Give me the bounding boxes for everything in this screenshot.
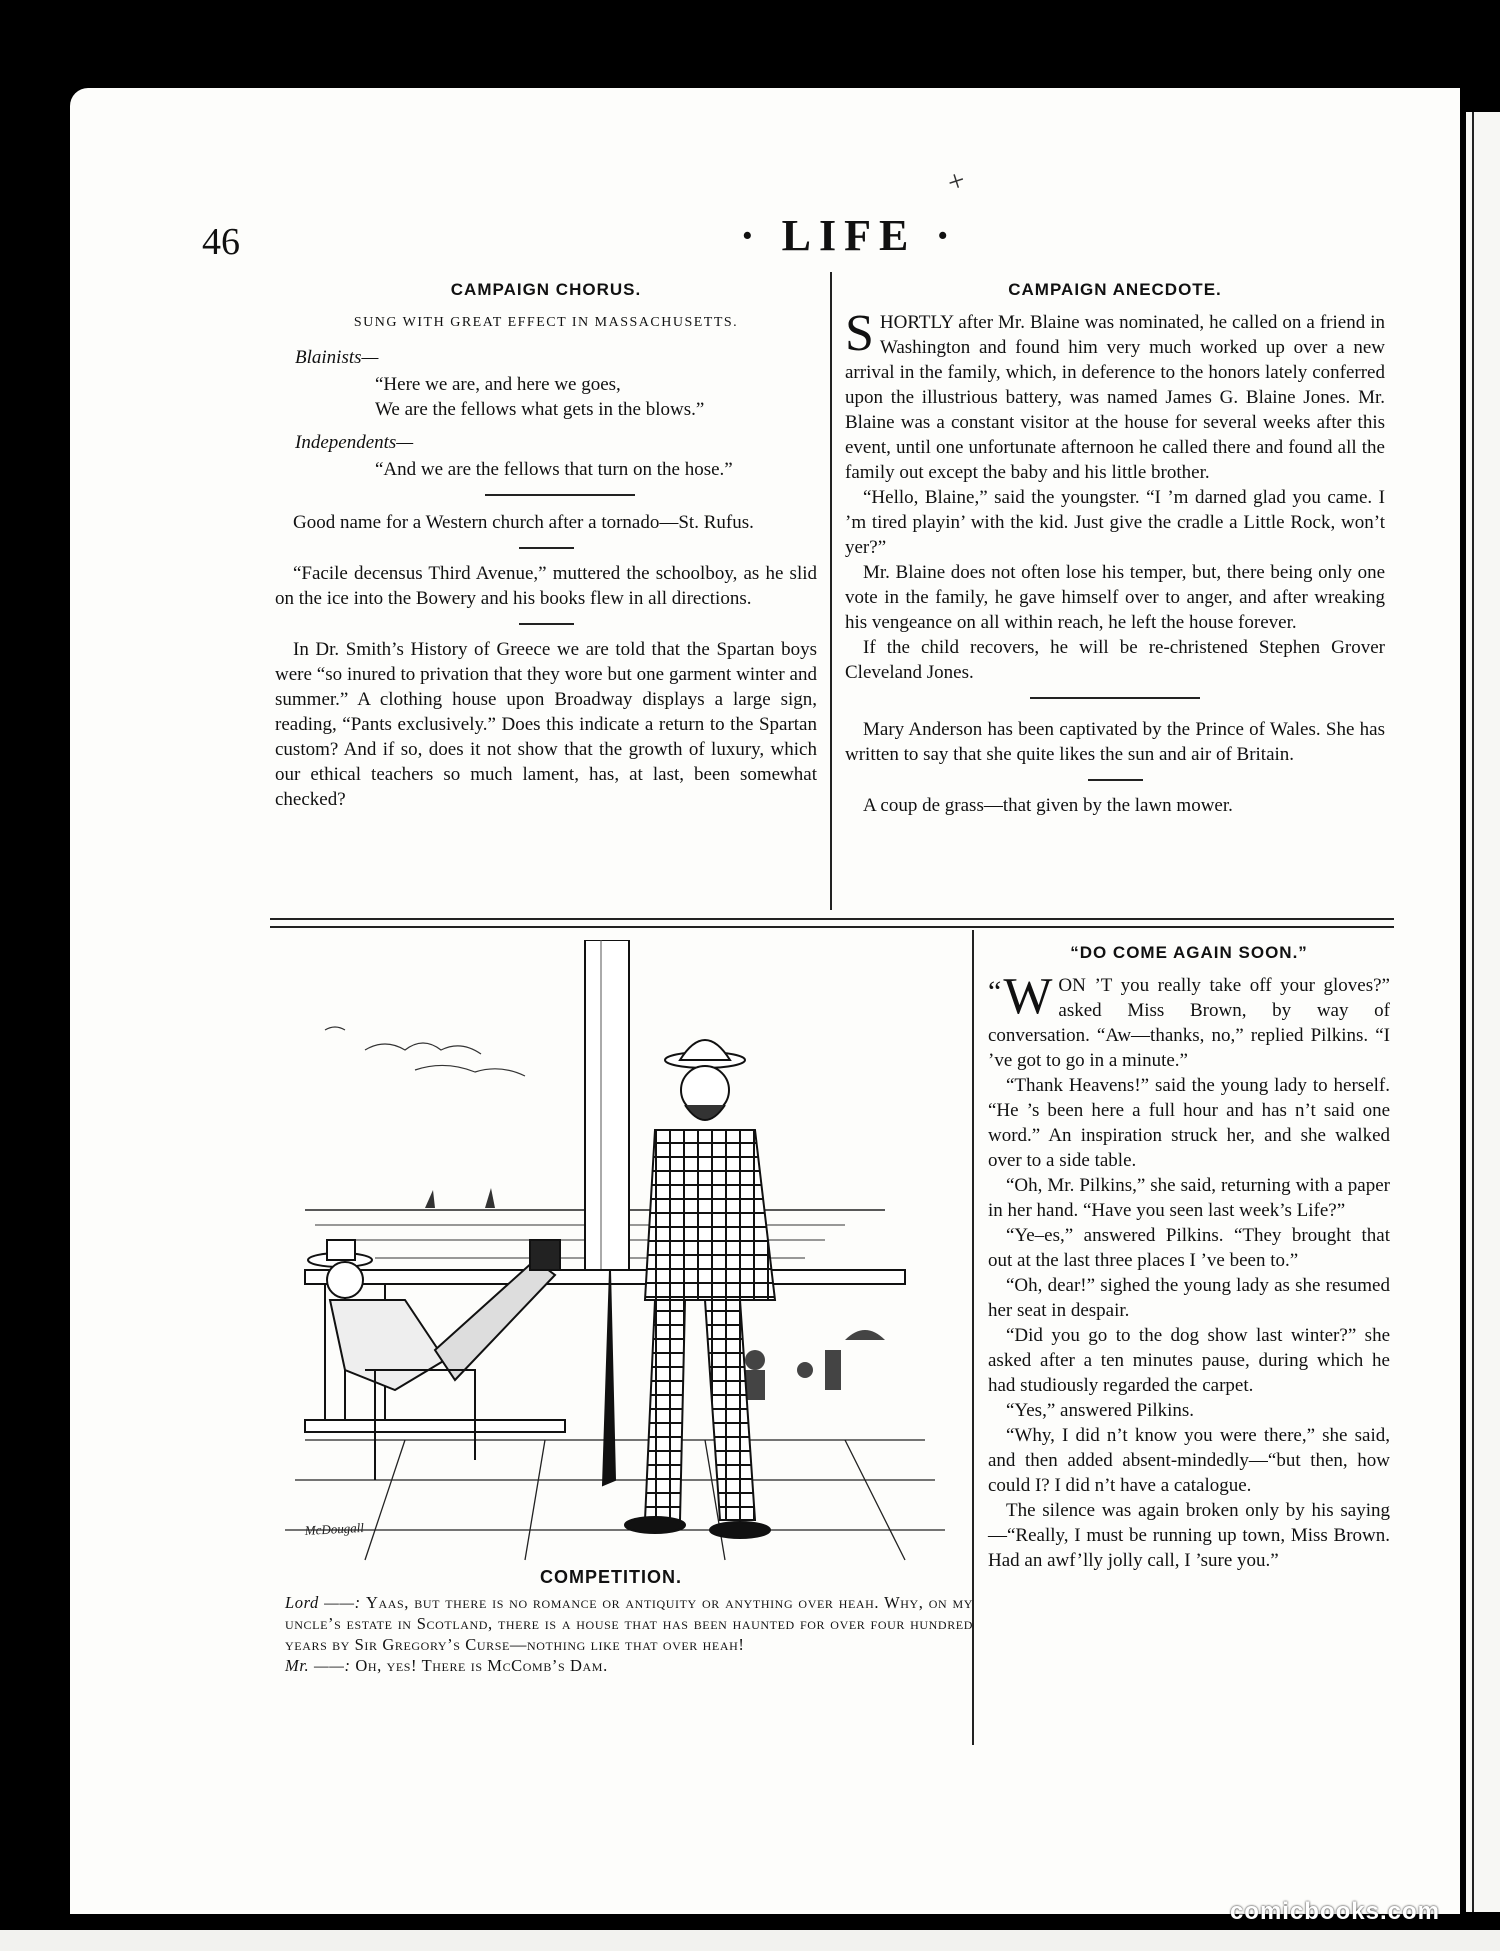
site-watermark: comicbooks.com — [1229, 1898, 1440, 1925]
paragraph-story-4: “Ye–es,” answered Pilkins. “They brought that out at the last three places I ’ve been to.” — [988, 1225, 1390, 1271]
section-rule — [270, 926, 1394, 928]
caption-speaker-mr: Mr. ——: — [285, 1656, 351, 1675]
paragraph-story-3: “Oh, Mr. Pilkins,” she said, returning with a paper in her hand. “Have you seen last week’s Life?” — [988, 1175, 1390, 1221]
right-column — [845, 275, 1385, 818]
artist-signature: McDougall — [304, 1519, 365, 1538]
page-header — [0, 128, 1500, 263]
section-rule — [270, 918, 1394, 920]
illustration-caption — [285, 1592, 973, 1676]
paragraph-story-6: “Did you go to the dog show last winter?” she asked after a ten minutes pause, during which he had studiously regarded the carpet. — [988, 1325, 1390, 1396]
column-divider — [830, 272, 832, 910]
page-number: 46 — [202, 221, 240, 263]
story-opening — [988, 968, 1390, 1073]
competition-illustration — [285, 940, 965, 1565]
anecdote-title: CAMPAIGN ANECDOTE. — [1008, 280, 1222, 299]
masthead-title: · LIFE · — [740, 211, 959, 260]
paragraph-story-5: “Oh, dear!” sighed the young lady as she resumed her seat in despair. — [988, 1275, 1390, 1321]
verse-line: We are the fellows what gets in the blows.” — [375, 399, 705, 420]
caption-line-lord: Yaas, but there is no romance or antiquity or anything over heah. Why, on my uncle’s estate in Scotland, there is a house that has been haunted for over four hundred years by Sir Gregory’s Curse—nothing like that over heah! — [285, 1593, 973, 1654]
opening-quote: “ — [988, 975, 1002, 1008]
anecdote-opening — [845, 305, 1385, 485]
left-column — [275, 275, 817, 812]
paragraph-mary-anderson: Mary Anderson has been captivated by the Prince of Wales. She has written to say that she quite likes the sun and air of Britain. — [845, 719, 1385, 765]
beach-figures — [745, 1330, 885, 1400]
divider-rule — [1088, 779, 1143, 781]
paragraph-spartan: In Dr. Smith’s History of Greece we are told that the Spartan boys were “so inured to privation that they wore but one garment winter and summer.” A clothing house upon Broadway displays a large sign, reading, “Pants exclusively.” Does this indicate a return to the Spartan custom? And if so, does it not show that the growth of luxury, which our ethical teachers so much lament, has, at last, been somewhat checked? — [275, 639, 817, 810]
paragraph-coup: A coup de grass—that given by the lawn mower. — [863, 795, 1233, 816]
paragraph-story-9: The silence was again broken only by his saying—“Really, I must be running up town, Miss Brown. Had an awf’lly jolly call, I ’sure you.” — [988, 1500, 1390, 1571]
divider-rule — [519, 623, 574, 625]
paragraph-story-1: ON ’T you really take off your gloves?” asked Miss Brown, by way of conversation. “Aw—thanks, no,” replied Pilkins. “I ’ve got to go in a minute.” — [988, 975, 1390, 1071]
speaker-independents: Independents— — [295, 432, 414, 453]
pencil-margin-mark: + — [943, 163, 970, 200]
story-title: “DO COME AGAIN SOON.” — [1070, 943, 1308, 962]
paragraph-church: Good name for a Western church after a tornado—St. Rufus. — [293, 512, 754, 533]
lower-right-column — [988, 938, 1390, 1573]
paragraph-facile: “Facile decensus Third Avenue,” muttered the schoolboy, as he slid on the ice into the Bowery and his books flew in all directions. — [275, 563, 817, 609]
paragraph-anecdote-2: “Hello, Blaine,” said the youngster. “I ’m darned glad you came. I ’m tired playin’ with the kid. Just give the cradle a Little Rock, won’t yer?” — [845, 487, 1385, 558]
paragraph-anecdote-1: HORTLY after Mr. Blaine was nominated, he called on a friend in Washington and found him very much worked up over a new arrival in the family, which, in deference to the honors lately conferred upon the illustrious battery, was named James G. Blaine Jones. Mr. Blaine was a constant visitor at the house for several weeks after this event, until one unfortunate afternoon he called there and found all the family out except the baby and his little brother. — [845, 312, 1385, 483]
porch-railing — [305, 1270, 905, 1284]
paragraph-anecdote-4: If the child recovers, he will be re-christened Stephen Grover Cleveland Jones. — [845, 637, 1385, 683]
paragraph-story-7: “Yes,” answered Pilkins. — [1006, 1400, 1195, 1421]
illustration-title: COMPETITION. — [540, 1567, 682, 1587]
verse-line: “And we are the fellows that turn on the hose.” — [375, 459, 733, 480]
paragraph-anecdote-3: Mr. Blaine does not often lose his temper, but, there being only one vote in the family, he gave himself over to anger, and after wreaking his vengeance on all within reach, he left the house forever. — [845, 562, 1385, 633]
divider-rule — [1030, 697, 1200, 699]
verse-line: “Here we are, and here we goes, — [375, 374, 621, 395]
chorus-title: CAMPAIGN CHORUS. — [450, 280, 642, 299]
paragraph-story-8: “Why, I did n’t know you were there,” she said, and then added absent-mindedly—“but then, how could I? I did n’t have a catalogue. — [988, 1425, 1390, 1496]
porch-post — [585, 940, 629, 1270]
paragraph-story-2: “Thank Heavens!” said the young lady to herself. “He ’s been here a full hour and has n’t said one word.” An inspiration struck her, and she walked over to a side table. — [988, 1075, 1390, 1171]
speaker-blainists: Blainists— — [295, 347, 379, 368]
chorus-subtitle: SUNG WITH GREAT EFFECT IN MASSACHUSETTS. — [353, 315, 739, 330]
next-page-strip — [0, 1930, 1500, 1951]
dropcap-s: S — [845, 305, 874, 362]
clouds — [325, 1027, 525, 1076]
divider-rule — [519, 547, 574, 549]
divider-rule — [485, 494, 635, 496]
caption-speaker-lord: Lord ——: — [285, 1593, 361, 1612]
dropcap-w: W — [1003, 968, 1053, 1025]
adjacent-page-edge — [1466, 112, 1500, 1912]
caption-line-mr: Oh, yes! There is McComb’s Dam. — [355, 1656, 608, 1675]
